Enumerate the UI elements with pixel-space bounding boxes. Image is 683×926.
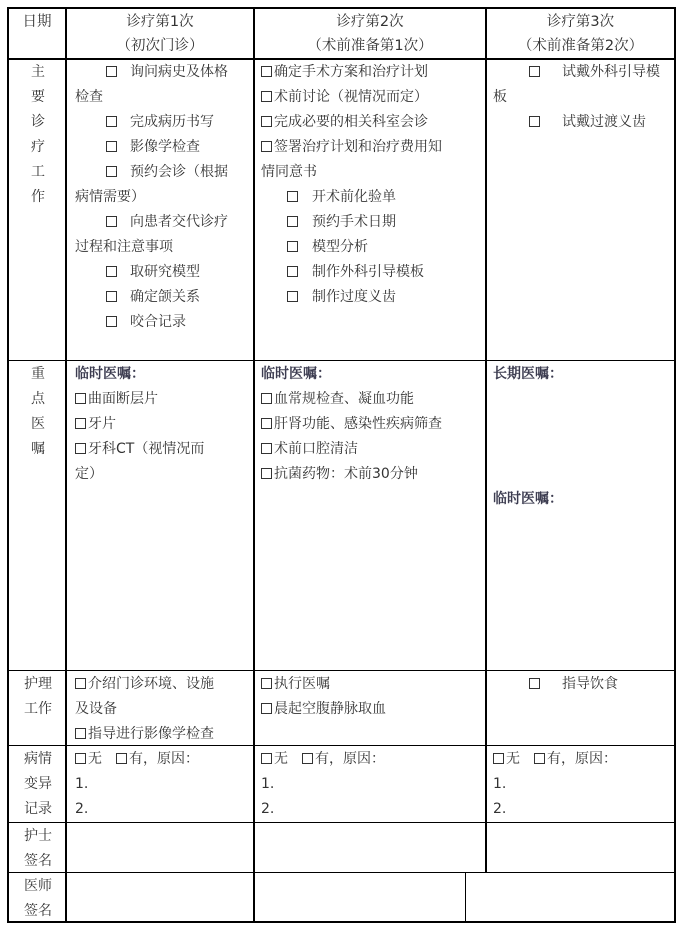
checklist-item xyxy=(75,412,251,437)
item-text: 术前口腔清洁 xyxy=(274,441,358,457)
checklist-item xyxy=(75,135,251,160)
col-divider xyxy=(253,9,255,921)
label-line: 护理 xyxy=(24,676,52,692)
nurse-signature-visit-1[interactable] xyxy=(67,824,253,872)
variance-visit-2 xyxy=(261,747,485,822)
checklist-item xyxy=(261,235,485,260)
temporary-orders-heading: 临时医嘱： xyxy=(493,491,563,507)
item-text: 预约手术日期 xyxy=(312,214,396,230)
checkbox-icon[interactable] xyxy=(75,443,86,454)
checklist-item xyxy=(261,437,485,462)
doctor-signature-visit-1[interactable] xyxy=(67,874,253,921)
date-label: 日期 xyxy=(22,14,52,30)
item-text: 试戴过渡义齿 xyxy=(562,114,646,130)
checkbox-icon[interactable] xyxy=(106,166,117,177)
checkbox-none-icon[interactable] xyxy=(261,753,272,764)
checkbox-icon[interactable] xyxy=(287,191,298,202)
checklist-item xyxy=(75,85,251,110)
label-char: 作 xyxy=(31,189,45,205)
label-line: 护士 xyxy=(24,828,52,844)
item-text: 过程和注意事项 xyxy=(75,239,173,255)
checklist-item xyxy=(261,210,485,235)
temporary-orders-heading: 临时医嘱： xyxy=(75,366,145,382)
checkbox-none-icon[interactable] xyxy=(493,753,504,764)
nurse-signature-visit-2[interactable] xyxy=(255,824,485,872)
checkbox-icon[interactable] xyxy=(106,316,117,327)
orders-visit-1 xyxy=(75,362,251,487)
variance-visit-3 xyxy=(493,747,673,822)
checklist-item xyxy=(75,387,251,412)
item-text: 晨起空腹静脉取血 xyxy=(274,701,386,717)
main-work-visit-1 xyxy=(75,60,251,335)
checklist-item xyxy=(261,185,485,210)
checkbox-icon[interactable] xyxy=(75,393,86,404)
item-text: 病情需要） xyxy=(75,189,145,205)
checklist-item xyxy=(75,437,251,462)
checklist-item xyxy=(493,85,673,110)
checkbox-icon[interactable] xyxy=(529,116,540,127)
nursing-visit-3 xyxy=(493,672,673,697)
checklist-item xyxy=(261,672,485,697)
checklist-item xyxy=(261,110,485,135)
item-text: 完成病历书写 xyxy=(130,114,214,130)
none-label: 无 xyxy=(274,751,288,767)
reason-line-2[interactable]: 2. xyxy=(493,801,507,817)
orders-visit-3 xyxy=(493,362,673,670)
checkbox-icon[interactable] xyxy=(261,418,272,429)
item-text: 模型分析 xyxy=(312,239,368,255)
item-text: 确定颌关系 xyxy=(130,289,200,305)
checkbox-icon[interactable] xyxy=(261,703,272,714)
item-text: 定） xyxy=(75,466,103,482)
label-line: 工作 xyxy=(24,701,52,717)
checklist-item xyxy=(261,387,485,412)
visit-2-header xyxy=(255,9,485,58)
yes-reason-label: 有，原因： xyxy=(547,751,617,767)
label-line: 医师 xyxy=(24,878,52,894)
reason-line-1[interactable]: 1. xyxy=(75,776,89,792)
item-text: 执行医嘱 xyxy=(274,676,330,692)
checkbox-icon[interactable] xyxy=(287,241,298,252)
key-orders-label xyxy=(9,362,67,462)
col-divider xyxy=(465,872,466,921)
item-text: 指导饮食 xyxy=(562,676,618,692)
row-divider xyxy=(9,872,674,873)
item-text: 制作外科引导模板 xyxy=(312,264,424,280)
yes-reason-label: 有，原因： xyxy=(129,751,199,767)
checkbox-icon[interactable] xyxy=(261,141,272,152)
checklist-item xyxy=(493,60,673,85)
visit-subtitle: （术前准备第1次） xyxy=(307,38,433,54)
variance-options xyxy=(75,747,251,772)
checklist-item xyxy=(261,462,485,487)
label-char: 嘱 xyxy=(31,441,45,457)
checkbox-icon[interactable] xyxy=(106,141,117,152)
item-text: 肝肾功能、感染性疾病筛查 xyxy=(274,416,442,432)
variance-options xyxy=(261,747,485,772)
label-char: 要 xyxy=(31,89,45,105)
reason-line-2[interactable]: 2. xyxy=(75,801,89,817)
main-work-label xyxy=(9,60,67,210)
item-text: 签署治疗计划和治疗费用知 xyxy=(274,139,442,155)
variance-options xyxy=(493,747,673,772)
label-line: 记录 xyxy=(24,801,52,817)
item-text: 制作过度义齿 xyxy=(312,289,396,305)
checkbox-icon[interactable] xyxy=(287,266,298,277)
orders-visit-2 xyxy=(261,362,485,487)
item-text: 向患者交代诊疗 xyxy=(130,214,228,230)
variance-label xyxy=(9,747,67,822)
item-text: 影像学检查 xyxy=(130,139,200,155)
col-divider xyxy=(485,9,487,872)
label-line: 签名 xyxy=(24,853,52,869)
checklist-item xyxy=(493,110,673,135)
checklist-item xyxy=(261,60,485,85)
reason-line-1[interactable]: 1. xyxy=(493,776,507,792)
checkbox-yes-icon[interactable] xyxy=(116,753,127,764)
checkbox-icon[interactable] xyxy=(261,393,272,404)
checklist-item xyxy=(75,160,251,185)
checklist-item xyxy=(75,285,251,310)
item-text: 牙科CT（视情况而 xyxy=(88,441,205,457)
item-text: 检查 xyxy=(75,89,103,105)
item-text: 询问病史及体格 xyxy=(130,64,228,80)
reason-line-1[interactable]: 1. xyxy=(261,776,275,792)
main-work-visit-2 xyxy=(261,60,485,310)
none-label: 无 xyxy=(506,751,520,767)
item-text: 完成必要的相关科室会诊 xyxy=(274,114,428,130)
item-text: 指导进行影像学检查 xyxy=(88,726,214,742)
item-text: 板 xyxy=(493,89,507,105)
doctor-signature-label xyxy=(9,874,67,924)
checklist-item xyxy=(75,235,251,260)
item-text: 确定手术方案和治疗计划 xyxy=(274,64,428,80)
item-text: 预约会诊（根据 xyxy=(130,164,228,180)
date-header xyxy=(9,9,65,58)
checklist-item xyxy=(261,260,485,285)
visit-3-header xyxy=(487,9,674,58)
label-char: 诊 xyxy=(31,114,45,130)
checkbox-icon[interactable] xyxy=(106,216,117,227)
label-char: 主 xyxy=(31,64,45,80)
checkbox-icon[interactable] xyxy=(529,66,540,77)
doctor-signature-visit-3[interactable] xyxy=(467,874,674,921)
clinical-pathway-table xyxy=(7,7,676,923)
checkbox-icon[interactable] xyxy=(106,266,117,277)
doctor-signature-visit-2[interactable] xyxy=(255,874,465,921)
none-label: 无 xyxy=(88,751,102,767)
long-term-orders-heading: 长期医嘱： xyxy=(493,366,563,382)
yes-reason-label: 有，原因： xyxy=(315,751,385,767)
checkbox-icon[interactable] xyxy=(261,443,272,454)
checkbox-icon[interactable] xyxy=(106,291,117,302)
row-divider xyxy=(9,822,674,823)
variance-visit-1 xyxy=(75,747,251,822)
checklist-item xyxy=(75,697,251,722)
checklist-item xyxy=(261,412,485,437)
checkbox-icon[interactable] xyxy=(261,91,272,102)
label-char: 工 xyxy=(31,164,45,180)
nursing-visit-1 xyxy=(75,672,251,747)
checklist-item xyxy=(75,462,251,487)
checkbox-icon[interactable] xyxy=(75,728,86,739)
checkbox-icon[interactable] xyxy=(75,418,86,429)
visit-1-header xyxy=(67,9,253,58)
item-text: 情同意书 xyxy=(261,164,317,180)
label-line: 病情 xyxy=(24,751,52,767)
checklist-item xyxy=(493,672,673,697)
label-line: 签名 xyxy=(24,903,52,919)
item-text: 牙片 xyxy=(88,416,116,432)
checkbox-icon[interactable] xyxy=(106,66,117,77)
visit-subtitle: （初次门诊） xyxy=(116,38,204,54)
item-text: 开术前化验单 xyxy=(312,189,396,205)
item-text: 咬合记录 xyxy=(130,314,186,330)
checkbox-icon[interactable] xyxy=(261,116,272,127)
row-divider xyxy=(9,360,674,361)
item-text: 抗菌药物：术前30分钟 xyxy=(274,466,418,482)
main-work-visit-3 xyxy=(493,60,673,135)
item-text: 及设备 xyxy=(75,701,117,717)
checkbox-icon[interactable] xyxy=(287,291,298,302)
label-char: 医 xyxy=(31,416,45,432)
label-char: 重 xyxy=(31,366,45,382)
checklist-item xyxy=(75,185,251,210)
checkbox-icon[interactable] xyxy=(529,678,540,689)
label-char: 点 xyxy=(31,391,45,407)
nurse-signature-visit-3[interactable] xyxy=(487,824,674,872)
checklist-item xyxy=(261,135,485,160)
visit-title: 诊疗第3次 xyxy=(546,14,615,30)
checkbox-icon[interactable] xyxy=(261,678,272,689)
checklist-item xyxy=(75,210,251,235)
checkbox-icon[interactable] xyxy=(106,116,117,127)
nursing-visit-2 xyxy=(261,672,485,722)
nurse-signature-label xyxy=(9,824,67,874)
checkbox-yes-icon[interactable] xyxy=(534,753,545,764)
checklist-item xyxy=(261,697,485,722)
checklist-item xyxy=(75,110,251,135)
row-divider xyxy=(9,670,674,671)
label-char: 疗 xyxy=(31,139,45,155)
checklist-item xyxy=(75,60,251,85)
nursing-work-label xyxy=(9,672,67,722)
visit-subtitle: （术前准备第2次） xyxy=(517,38,644,54)
checklist-item xyxy=(261,285,485,310)
checklist-item xyxy=(75,310,251,335)
reason-line-2[interactable]: 2. xyxy=(261,801,275,817)
checklist-item xyxy=(75,260,251,285)
checkbox-icon[interactable] xyxy=(287,216,298,227)
checklist-item xyxy=(261,85,485,110)
item-text: 曲面断层片 xyxy=(88,391,158,407)
label-line: 变异 xyxy=(24,776,52,792)
item-text: 血常规检查、凝血功能 xyxy=(274,391,414,407)
checklist-item xyxy=(75,672,251,697)
visit-title: 诊疗第1次 xyxy=(126,14,194,30)
checklist-item xyxy=(75,722,251,747)
item-text: 取研究模型 xyxy=(130,264,200,280)
temporary-orders-heading: 临时医嘱： xyxy=(261,366,331,382)
checkbox-yes-icon[interactable] xyxy=(302,753,313,764)
item-text: 试戴外科引导模 xyxy=(562,64,660,80)
checkbox-icon[interactable] xyxy=(261,66,272,77)
checkbox-icon[interactable] xyxy=(261,468,272,479)
checkbox-icon[interactable] xyxy=(75,678,86,689)
item-text: 介绍门诊环境、设施 xyxy=(88,676,214,692)
visit-title: 诊疗第2次 xyxy=(336,14,404,30)
item-text: 术前讨论（视情况而定） xyxy=(274,89,428,105)
checklist-item xyxy=(261,160,485,185)
checkbox-none-icon[interactable] xyxy=(75,753,86,764)
